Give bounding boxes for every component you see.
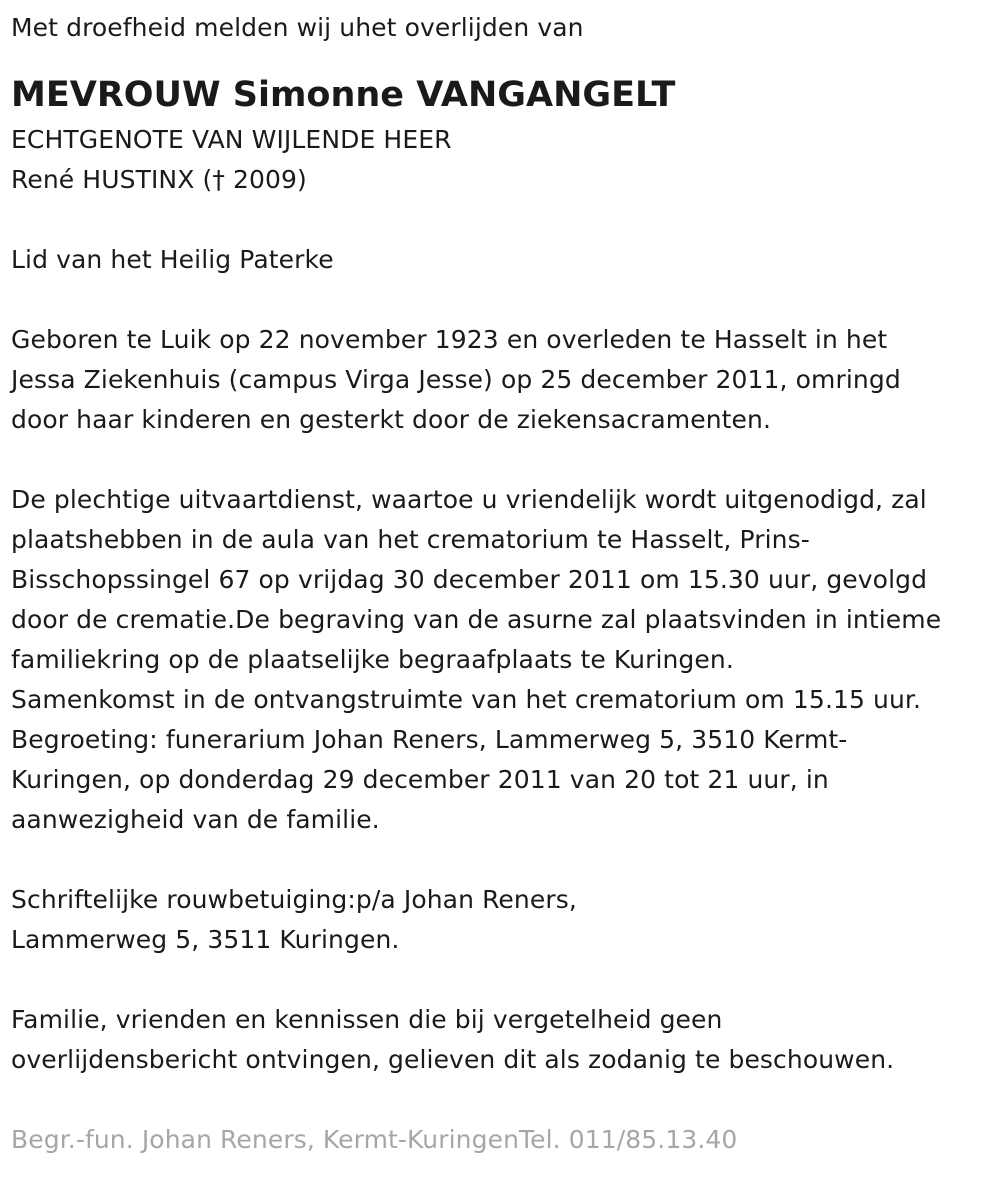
service-paragraph [11,480,1000,840]
spouse-title: ECHTGENOTE VAN WIJLENDE HEER [11,125,452,154]
spacer [11,200,1000,240]
intro-text: Met droefheid melden wij uhet overlijden van [11,13,584,42]
paragraph-line: Jessa Ziekenhuis (campus Virga Jesse) op 25 december 2011, omringd [11,365,901,394]
paragraph-line: plaatshebben in de aula van het crematorium te Hasselt, Prins- [11,525,810,554]
birth-death-paragraph [11,320,1000,440]
membership-text: Lid van het Heilig Paterke [11,245,334,274]
paragraph-line: Familie, vrienden en kennissen die bij vergetelheid geen [11,1005,723,1034]
paragraph-line: Lammerweg 5, 3511 Kuringen. [11,925,400,954]
paragraph-line: aanwezigheid van de familie. [11,805,380,834]
family-note-paragraph [11,1000,1000,1080]
spacer [11,280,1000,320]
paragraph-line: familiekring op de plaatselijke begraafplaats te Kuringen. [11,645,734,674]
paragraph-line: De plechtige uitvaartdienst, waartoe u vriendelijk wordt uitgenodigd, zal [11,485,927,514]
paragraph-line: Bisschopssingel 67 op vrijdag 30 december 2011 om 15.30 uur, gevolgd [11,565,928,594]
paragraph-line: overlijdensbericht ontvingen, gelieven dit als zodanig te beschouwen. [11,1045,895,1074]
paragraph-line: Kuringen, op donderdag 29 december 2011 van 20 tot 21 uur, in [11,765,829,794]
spacer [11,440,1000,480]
deceased-name: MEVROUW Simonne VANGANGELT [11,75,676,115]
spacer [11,840,1000,880]
spacer [11,1080,1000,1120]
spacer [11,960,1000,1000]
paragraph-line: Begroeting: funerarium Johan Reners, Lammerweg 5, 3510 Kermt- [11,725,848,754]
paragraph-line: door haar kinderen en gesterkt door de ziekensacramenten. [11,405,772,434]
paragraph-line: door de crematie.De begraving van de asurne zal plaatsvinden in intieme [11,605,942,634]
funeral-home-footer: Begr.-fun. Johan Reners, Kermt-KuringenTel. 011/85.13.40 [11,1125,738,1154]
spouse-name: René HUSTINX († 2009) [11,165,307,194]
paragraph-line: Geboren te Luik op 22 november 1923 en overleden te Hasselt in het [11,325,888,354]
paragraph-line: Samenkomst in de ontvangstruimte van het crematorium om 15.15 uur. [11,685,922,714]
condolences-paragraph [11,880,1000,960]
paragraph-line: Schriftelijke rouwbetuiging:p/a Johan Reners, [11,885,577,914]
